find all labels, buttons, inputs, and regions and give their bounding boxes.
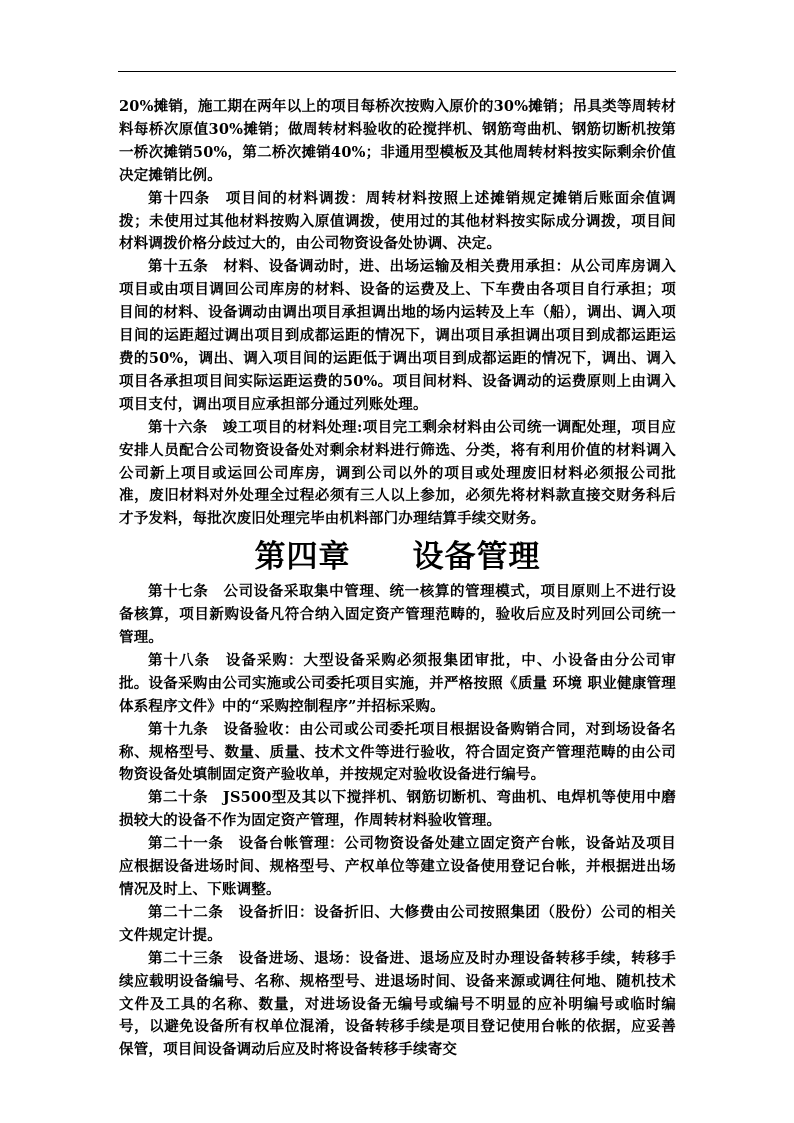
chapter-title: 设备管理 bbox=[412, 539, 541, 576]
header-rule bbox=[118, 71, 676, 72]
article-17: 第十七条 公司设备采取集中管理、统一核算的管理模式，项目原则上不进行设备核算，项目新购设备凡符合纳入固定资产管理范畴的，验收后应及时列回公司统一管理。 bbox=[119, 583, 676, 647]
article-16: 第十六条 竣工项目的材料处理:项目完工剩余材料由公司统一调配处理，项目应安排人员配合公司物资设备处对剩余材料进行筛选、分类，将有利用价值的材料调入公司新上项目或运回公司库房，调到公司以外的项目或处理废旧材料必须报公司批准，废旧材料对外处理全过程必须有三人以上参加，必须先将材料款直接交财务科后才予发料，每批次废旧处理完毕由机料部门办理结算手续交财务。 bbox=[119, 418, 676, 528]
article-15: 第十五条 材料、设备调动时，进、出场运输及相关费用承担：从公司库房调入项目或由项目调回公司库房的材料、设备的运费及上、下车费由各项目自行承担；项目间的材料、设备调动由调出项目承担调出地的场内运转及上车（船），调出、调入项目间的运距超过调出项目到成都运距的情况下，调出项目承担调出项目到成都运距运费的50%，调出、调入项目间的运距低于调出项目到成都运距的情况下，调出、调入项目各承担项目间实际运距运费的50%。项目间材料、设备调动的运费原则上由调入项目支付，调出项目应承担部分通过列账处理。 bbox=[119, 258, 676, 413]
paragraph-1: 20%摊销，施工期在两年以上的项目每桥次按购入原价的30%摊销；吊具类等周转材料每桥次原值30%摊销；做周转材料验收的砼搅拌机、钢筋弯曲机、钢筋切断机按第一桥次摊销50%，第二桥次摊销40%；非通用型模板及其他周转材料按实际剩余价值决定摊销比例。 bbox=[119, 98, 676, 184]
chapter-number: 第四章 bbox=[254, 539, 351, 576]
article-14: 第十四条 项目间的材料调拨：周转材料按照上述摊销规定摊销后账面余值调拨；未使用过其他材料按购入原值调拨，使用过的其他材料按实际成分调拨，项目间材料调拨价格分歧过大的，由公司物资设备处协调、决定。 bbox=[119, 189, 676, 253]
article-23: 第二十三条 设备进场、退场：设备进、退场应及时办理设备转移手续，转移手续应载明设备编号、名称、规格型号、进退场时间、设备来源或调往何地、随机技术文件及工具的名称、数量，对进场设备无编号或编号不明显的应补明编号或临时编号，以避免设备所有权单位混淆，设备转移手续是项目登记使用台帐的依据，应妥善保管，项目间设备调动后应及时将设备转移手续寄交 bbox=[119, 949, 676, 1059]
article-18: 第十八条 设备采购：大型设备采购必须报集团审批，中、小设备由分公司审批。设备采购由公司实施或公司委托项目实施，并严格按照《质量 环境 职业健康管理体系程序文件》中的“采购控制程序”并招标采购。 bbox=[119, 651, 676, 715]
chapter-heading bbox=[119, 537, 676, 577]
article-22: 第二十二条 设备折旧：设备折旧、大修费由公司按照集团（股份）公司的相关文件规定计提。 bbox=[119, 903, 676, 944]
article-19: 第十九条 设备验收：由公司或公司委托项目根据设备购销合同，对到场设备名称、规格型号、数量、质量、技术文件等进行验收，符合固定资产管理范畴的由公司物资设备处填制固定资产验收单，并按规定对验收设备进行编号。 bbox=[119, 720, 676, 784]
document-body bbox=[119, 96, 676, 1062]
article-20: 第二十条 JS500型及其以下搅拌机、钢筋切断机、弯曲机、电焊机等使用中磨损较大的设备不作为固定资产管理，作周转材料验收管理。 bbox=[119, 789, 676, 830]
article-21: 第二十一条 设备台帐管理：公司物资设备处建立固定资产台帐，设备站及项目应根据设备进场时间、规格型号、产权单位等建立设备使用登记台帐，并根据进出场情况及时上、下账调整。 bbox=[119, 835, 676, 898]
